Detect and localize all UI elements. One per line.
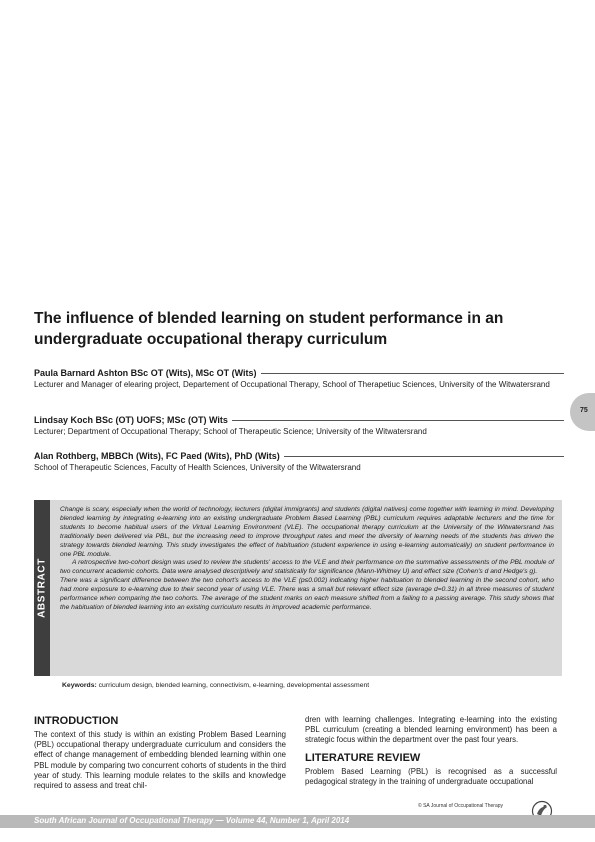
abstract-paragraph: A retrospective two-cohort design was used to review the students' access to the VLE and their performance on the summative assessments of the PBL module of two concurrent academic cohorts. Data were analysed descriptively and statistically for significance (Mann-Whitney U) and effect size (Cohen's d and Hedge's g). <box>60 559 554 576</box>
author-name: Alan Rothberg, MBBCh (Wits), FC Paed (Wits), PhD (Wits) <box>34 451 280 461</box>
author-rule <box>261 373 564 374</box>
introduction-heading: INTRODUCTION <box>34 715 119 727</box>
left-column <box>34 715 286 791</box>
article-title: The influence of blended learning on student performance in an undergraduate occupational therapy curriculum <box>34 310 504 348</box>
author-rule <box>284 456 564 457</box>
author-name: Lindsay Koch BSc (OT) UOFS; MSc (OT) Wits <box>34 415 228 425</box>
abstract-label: ABSTRACT <box>36 558 48 618</box>
abstract-paragraph: Change is scary, especially when the world of technology, lecturers (digital immigrants) and students (digital natives) come together with learning in mind. Developing blended learning by integrating e-learning into an existing undergraduate Problem Based Learning (PBL) curriculum requires adaptable lecturers and the time for students to become habitual users of the Virtual Learning Environment (VLE). The occupational therapy curriculum at the University of the Witwatersrand has traditionally been delivered via PBL, but the increasing need to improve throughput rates and meet the diversity of learning needs of the students has driven the strategy towards blended learning. This study investigates the effect of habituation (student experience in using e-learning automatically) on student performance in one PBL module. <box>60 506 554 558</box>
author-affiliation: Lecturer and Manager of elearing project, Departement of Occupational Therapy, School of Therapetiuc Sciences, University of the Witwatersrand <box>34 380 550 389</box>
author-affiliation: School of Therapeutic Sciences, Faculty of Health Sciences, University of the Witwatersrand <box>34 463 361 472</box>
author-block-1 <box>34 368 564 391</box>
keywords <box>62 682 369 689</box>
right-column <box>305 715 557 787</box>
abstract-sidebar <box>34 500 50 676</box>
introduction-continued: dren with learning challenges. Integrating e-learning into the existing PBL curriculum (creating a blended learning environment) has been a strategic focus within the department over the past four years. <box>305 715 557 745</box>
author-name: Paula Barnard Ashton BSc OT (Wits), MSc OT (Wits) <box>34 368 257 378</box>
author-block-2 <box>34 415 564 438</box>
abstract-box <box>50 500 562 676</box>
keywords-text: curriculum design, blended learning, connectivism, e-learning, developmental assessment <box>98 682 370 689</box>
author-block-3 <box>34 451 564 474</box>
keywords-label: Keywords: <box>62 682 97 689</box>
footer-journal-info: South African Journal of Occupational Therapy — Volume 44, Number 1, April 2014 <box>34 816 350 825</box>
author-rule <box>232 420 564 421</box>
introduction-text: The context of this study is within an existing Problem Based Learning (PBL) occupational therapy undergraduate curriculum and considers the effect of change management of embedding blended learning within one PBL module by comparing two concurrent cohorts of students in the third year of study. This learning module relates to the skills and knowledge required to assess and treat chil- <box>34 730 286 791</box>
footer-bar <box>0 815 595 828</box>
abstract-paragraph: There was a significant difference between the two cohort's access to the VLE (p≤0.002) indicating higher habituation to blended learning in the second cohort, who had more exposure to e-learning due to their second year of using VLE. There was a small but relevant effect size (average d=0.31) in all three measures of student performance when comparing the two cohorts. The average of the student marks on each measure shifted from a failing to a passing average. This study shows that the habituation of blended learning into an existing curriculum results in improved academic performance. <box>60 577 554 611</box>
literature-review-text: Problem Based Learning (PBL) is recognised as a successful pedagogical strategy in the training of undergraduate occupational <box>305 766 557 786</box>
copyright-notice: © SA Journal of Occupational Therapy <box>418 803 504 809</box>
literature-review-heading: LITERATURE REVIEW <box>305 751 421 764</box>
page-number: 75 <box>580 407 588 414</box>
author-affiliation: Lecturer; Department of Occupational Therapy; School of Therapeutic Science; University of the Witwatersrand <box>34 427 427 436</box>
